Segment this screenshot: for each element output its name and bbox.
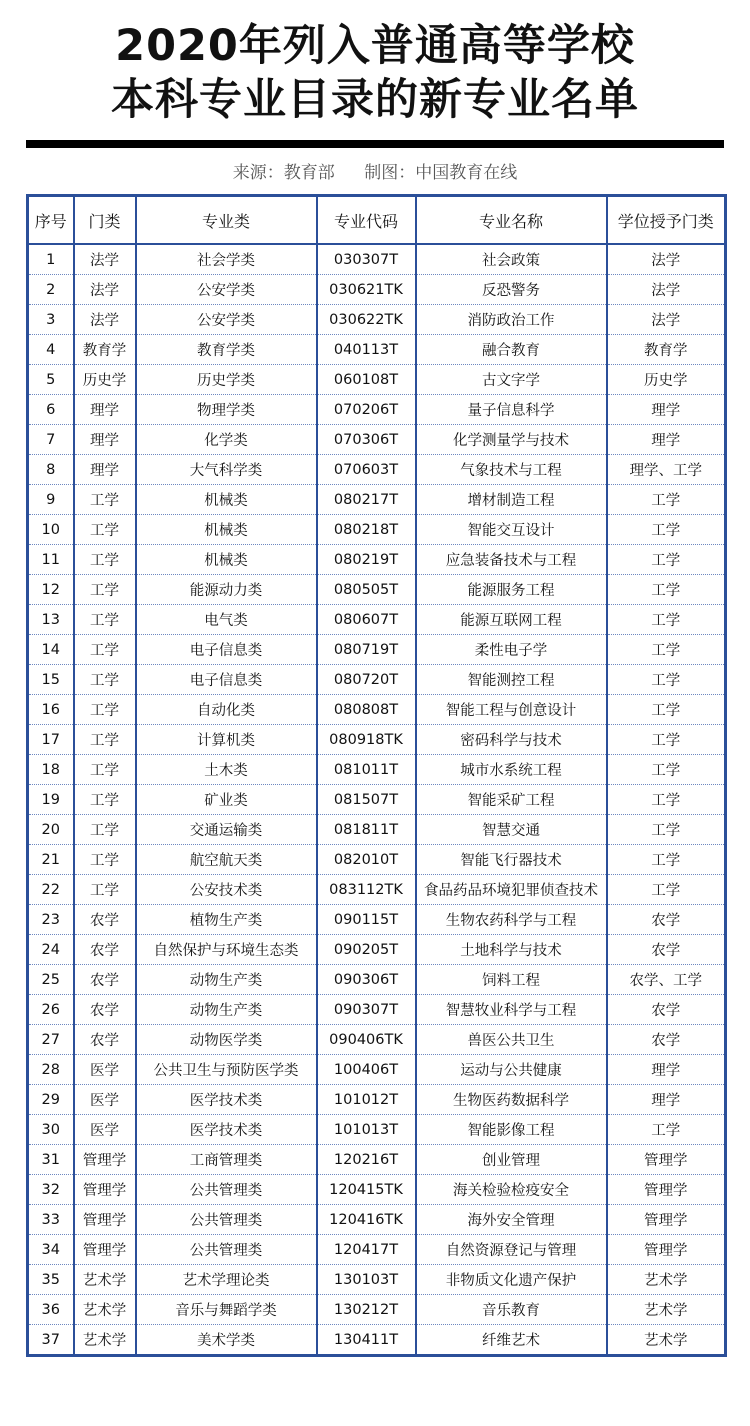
major-name-cell: 智能测控工程 <box>416 665 607 695</box>
degree-category-cell: 农学 <box>607 935 726 965</box>
discipline-cell: 医学 <box>74 1115 136 1145</box>
row-number-cell: 6 <box>28 395 74 425</box>
major-class-cell: 工商管理类 <box>136 1145 317 1175</box>
row-number-cell: 2 <box>28 275 74 305</box>
discipline-cell: 艺术学 <box>74 1295 136 1325</box>
major-class-cell: 公共卫生与预防医学类 <box>136 1055 317 1085</box>
page-title-line-1: 2020年列入普通高等学校 <box>115 21 635 71</box>
major-code-cell: 080808T <box>317 695 416 725</box>
major-code-cell: 120216T <box>317 1145 416 1175</box>
discipline-cell: 工学 <box>74 605 136 635</box>
table-row <box>28 395 726 425</box>
major-name-cell: 智能交互设计 <box>416 515 607 545</box>
major-name-cell: 生物医药数据科学 <box>416 1085 607 1115</box>
degree-category-cell: 工学 <box>607 545 726 575</box>
major-name-cell: 量子信息科学 <box>416 395 607 425</box>
row-number-cell: 27 <box>28 1025 74 1055</box>
major-code-cell: 080217T <box>317 485 416 515</box>
major-code-cell: 100406T <box>317 1055 416 1085</box>
discipline-cell: 管理学 <box>74 1175 136 1205</box>
table-header-row <box>28 196 726 245</box>
major-name-cell: 古文字学 <box>416 365 607 395</box>
degree-category-cell: 工学 <box>607 785 726 815</box>
discipline-cell: 管理学 <box>74 1205 136 1235</box>
major-code-cell: 120416TK <box>317 1205 416 1235</box>
major-class-cell: 机械类 <box>136 515 317 545</box>
column-header: 专业名称 <box>416 196 607 245</box>
major-class-cell: 社会学类 <box>136 244 317 275</box>
table-row <box>28 755 726 785</box>
major-name-cell: 智慧交通 <box>416 815 607 845</box>
major-name-cell: 智慧牧业科学与工程 <box>416 995 607 1025</box>
discipline-cell: 工学 <box>74 845 136 875</box>
major-class-cell: 交通运输类 <box>136 815 317 845</box>
degree-category-cell: 艺术学 <box>607 1325 726 1356</box>
row-number-cell: 5 <box>28 365 74 395</box>
degree-category-cell: 历史学 <box>607 365 726 395</box>
row-number-cell: 7 <box>28 425 74 455</box>
major-code-cell: 080505T <box>317 575 416 605</box>
major-code-cell: 070206T <box>317 395 416 425</box>
discipline-cell: 管理学 <box>74 1145 136 1175</box>
major-name-cell: 消防政治工作 <box>416 305 607 335</box>
table-row <box>28 1295 726 1325</box>
discipline-cell: 历史学 <box>74 365 136 395</box>
major-class-cell: 动物生产类 <box>136 965 317 995</box>
major-name-cell: 生物农药科学与工程 <box>416 905 607 935</box>
major-class-cell: 植物生产类 <box>136 905 317 935</box>
table-row <box>28 635 726 665</box>
major-name-cell: 柔性电子学 <box>416 635 607 665</box>
column-header: 专业类 <box>136 196 317 245</box>
row-number-cell: 25 <box>28 965 74 995</box>
row-number-cell: 10 <box>28 515 74 545</box>
discipline-cell: 工学 <box>74 575 136 605</box>
major-code-cell: 070306T <box>317 425 416 455</box>
discipline-cell: 农学 <box>74 1025 136 1055</box>
major-name-cell: 土地科学与技术 <box>416 935 607 965</box>
table-row <box>28 785 726 815</box>
row-number-cell: 20 <box>28 815 74 845</box>
degree-category-cell: 工学 <box>607 485 726 515</box>
major-class-cell: 公安学类 <box>136 275 317 305</box>
degree-category-cell: 理学、工学 <box>607 455 726 485</box>
major-name-cell: 智能影像工程 <box>416 1115 607 1145</box>
degree-category-cell: 工学 <box>607 815 726 845</box>
major-class-cell: 电子信息类 <box>136 635 317 665</box>
major-class-cell: 能源动力类 <box>136 575 317 605</box>
page-title-line-2: 本科专业目录的新专业名单 <box>111 75 639 125</box>
degree-category-cell: 工学 <box>607 695 726 725</box>
discipline-cell: 工学 <box>74 815 136 845</box>
row-number-cell: 33 <box>28 1205 74 1235</box>
major-code-cell: 130411T <box>317 1325 416 1356</box>
major-class-cell: 计算机类 <box>136 725 317 755</box>
discipline-cell: 理学 <box>74 455 136 485</box>
table-row <box>28 845 726 875</box>
row-number-cell: 23 <box>28 905 74 935</box>
degree-category-cell: 工学 <box>607 875 726 905</box>
discipline-cell: 管理学 <box>74 1235 136 1265</box>
major-code-cell: 080219T <box>317 545 416 575</box>
major-class-cell: 土木类 <box>136 755 317 785</box>
major-code-cell: 101012T <box>317 1085 416 1115</box>
table-row <box>28 455 726 485</box>
discipline-cell: 工学 <box>74 515 136 545</box>
discipline-cell: 工学 <box>74 725 136 755</box>
discipline-cell: 工学 <box>74 695 136 725</box>
new-majors-table <box>26 194 727 1357</box>
major-name-cell: 智能采矿工程 <box>416 785 607 815</box>
row-number-cell: 29 <box>28 1085 74 1115</box>
discipline-cell: 艺术学 <box>74 1265 136 1295</box>
source-text: 来源：教育部 <box>232 163 335 183</box>
table-row <box>28 575 726 605</box>
table-row <box>28 905 726 935</box>
table-row <box>28 305 726 335</box>
table-row <box>28 875 726 905</box>
major-code-cell: 081811T <box>317 815 416 845</box>
table-row <box>28 335 726 365</box>
major-name-cell: 增材制造工程 <box>416 485 607 515</box>
table-row <box>28 1025 726 1055</box>
major-class-cell: 美术学类 <box>136 1325 317 1356</box>
row-number-cell: 11 <box>28 545 74 575</box>
discipline-cell: 教育学 <box>74 335 136 365</box>
row-number-cell: 36 <box>28 1295 74 1325</box>
degree-category-cell: 工学 <box>607 845 726 875</box>
major-class-cell: 航空航天类 <box>136 845 317 875</box>
row-number-cell: 37 <box>28 1325 74 1356</box>
major-class-cell: 医学技术类 <box>136 1085 317 1115</box>
discipline-cell: 艺术学 <box>74 1325 136 1356</box>
table-row <box>28 695 726 725</box>
table-row <box>28 1115 726 1145</box>
degree-category-cell: 管理学 <box>607 1175 726 1205</box>
major-name-cell: 音乐教育 <box>416 1295 607 1325</box>
table-row <box>28 275 726 305</box>
major-code-cell: 030621TK <box>317 275 416 305</box>
row-number-cell: 8 <box>28 455 74 485</box>
major-class-cell: 公安学类 <box>136 305 317 335</box>
major-code-cell: 081011T <box>317 755 416 785</box>
degree-category-cell: 理学 <box>607 425 726 455</box>
major-code-cell: 090406TK <box>317 1025 416 1055</box>
degree-category-cell: 管理学 <box>607 1235 726 1265</box>
table-row <box>28 965 726 995</box>
degree-category-cell: 艺术学 <box>607 1295 726 1325</box>
major-name-cell: 密码科学与技术 <box>416 725 607 755</box>
degree-category-cell: 工学 <box>607 665 726 695</box>
discipline-cell: 农学 <box>74 905 136 935</box>
row-number-cell: 31 <box>28 1145 74 1175</box>
row-number-cell: 4 <box>28 335 74 365</box>
row-number-cell: 1 <box>28 244 74 275</box>
major-class-cell: 动物医学类 <box>136 1025 317 1055</box>
major-code-cell: 080918TK <box>317 725 416 755</box>
major-name-cell: 纤维艺术 <box>416 1325 607 1356</box>
discipline-cell: 工学 <box>74 635 136 665</box>
degree-category-cell: 理学 <box>607 395 726 425</box>
row-number-cell: 26 <box>28 995 74 1025</box>
discipline-cell: 理学 <box>74 425 136 455</box>
discipline-cell: 法学 <box>74 275 136 305</box>
table-row <box>28 1085 726 1115</box>
discipline-cell: 法学 <box>74 244 136 275</box>
major-name-cell: 兽医公共卫生 <box>416 1025 607 1055</box>
degree-category-cell: 工学 <box>607 605 726 635</box>
table-row <box>28 725 726 755</box>
major-class-cell: 机械类 <box>136 545 317 575</box>
major-class-cell: 电气类 <box>136 605 317 635</box>
row-number-cell: 16 <box>28 695 74 725</box>
degree-category-cell: 艺术学 <box>607 1265 726 1295</box>
major-class-cell: 矿业类 <box>136 785 317 815</box>
major-name-cell: 创业管理 <box>416 1145 607 1175</box>
row-number-cell: 17 <box>28 725 74 755</box>
row-number-cell: 14 <box>28 635 74 665</box>
discipline-cell: 工学 <box>74 785 136 815</box>
degree-category-cell: 管理学 <box>607 1205 726 1235</box>
degree-category-cell: 管理学 <box>607 1145 726 1175</box>
major-code-cell: 120415TK <box>317 1175 416 1205</box>
degree-category-cell: 工学 <box>607 1115 726 1145</box>
row-number-cell: 9 <box>28 485 74 515</box>
major-class-cell: 历史学类 <box>136 365 317 395</box>
major-code-cell: 030307T <box>317 244 416 275</box>
major-name-cell: 智能工程与创意设计 <box>416 695 607 725</box>
major-code-cell: 090115T <box>317 905 416 935</box>
major-class-cell: 公安技术类 <box>136 875 317 905</box>
discipline-cell: 法学 <box>74 305 136 335</box>
major-code-cell: 030622TK <box>317 305 416 335</box>
degree-category-cell: 工学 <box>607 515 726 545</box>
degree-category-cell: 理学 <box>607 1085 726 1115</box>
maker-text: 制图：中国教育在线 <box>364 163 518 183</box>
major-code-cell: 120417T <box>317 1235 416 1265</box>
degree-category-cell: 工学 <box>607 575 726 605</box>
row-number-cell: 12 <box>28 575 74 605</box>
discipline-cell: 工学 <box>74 875 136 905</box>
degree-category-cell: 农学 <box>607 1025 726 1055</box>
degree-category-cell: 理学 <box>607 1055 726 1085</box>
table-row <box>28 425 726 455</box>
major-code-cell: 130103T <box>317 1265 416 1295</box>
row-number-cell: 32 <box>28 1175 74 1205</box>
major-name-cell: 应急装备技术与工程 <box>416 545 607 575</box>
row-number-cell: 24 <box>28 935 74 965</box>
row-number-cell: 3 <box>28 305 74 335</box>
degree-category-cell: 工学 <box>607 725 726 755</box>
discipline-cell: 工学 <box>74 545 136 575</box>
major-code-cell: 101013T <box>317 1115 416 1145</box>
major-code-cell: 040113T <box>317 335 416 365</box>
row-number-cell: 18 <box>28 755 74 785</box>
major-name-cell: 能源互联网工程 <box>416 605 607 635</box>
table-row <box>28 1205 726 1235</box>
table-row <box>28 935 726 965</box>
major-name-cell: 智能飞行器技术 <box>416 845 607 875</box>
table-row <box>28 485 726 515</box>
table-row <box>28 244 726 275</box>
row-number-cell: 35 <box>28 1265 74 1295</box>
major-class-cell: 动物生产类 <box>136 995 317 1025</box>
major-code-cell: 070603T <box>317 455 416 485</box>
row-number-cell: 30 <box>28 1115 74 1145</box>
row-number-cell: 13 <box>28 605 74 635</box>
degree-category-cell: 工学 <box>607 635 726 665</box>
discipline-cell: 医学 <box>74 1055 136 1085</box>
major-class-cell: 电子信息类 <box>136 665 317 695</box>
row-number-cell: 15 <box>28 665 74 695</box>
table-row <box>28 1235 726 1265</box>
row-number-cell: 34 <box>28 1235 74 1265</box>
table-row <box>28 815 726 845</box>
degree-category-cell: 法学 <box>607 305 726 335</box>
major-name-cell: 食品药品环境犯罪侦查技术 <box>416 875 607 905</box>
discipline-cell: 农学 <box>74 935 136 965</box>
major-name-cell: 社会政策 <box>416 244 607 275</box>
major-code-cell: 090306T <box>317 965 416 995</box>
major-name-cell: 海外安全管理 <box>416 1205 607 1235</box>
degree-category-cell: 农学 <box>607 995 726 1025</box>
major-class-cell: 自然保护与环境生态类 <box>136 935 317 965</box>
discipline-cell: 工学 <box>74 485 136 515</box>
row-number-cell: 19 <box>28 785 74 815</box>
degree-category-cell: 农学、工学 <box>607 965 726 995</box>
major-name-cell: 融合教育 <box>416 335 607 365</box>
table-row <box>28 1325 726 1356</box>
major-class-cell: 机械类 <box>136 485 317 515</box>
major-class-cell: 大气科学类 <box>136 455 317 485</box>
major-code-cell: 082010T <box>317 845 416 875</box>
column-header: 专业代码 <box>317 196 416 245</box>
source-line <box>0 158 750 183</box>
major-class-cell: 医学技术类 <box>136 1115 317 1145</box>
major-code-cell: 080720T <box>317 665 416 695</box>
major-name-cell: 化学测量学与技术 <box>416 425 607 455</box>
major-code-cell: 080218T <box>317 515 416 545</box>
degree-category-cell: 法学 <box>607 275 726 305</box>
major-name-cell: 城市水系统工程 <box>416 755 607 785</box>
major-code-cell: 081507T <box>317 785 416 815</box>
major-name-cell: 能源服务工程 <box>416 575 607 605</box>
table-row <box>28 1055 726 1085</box>
table-row <box>28 1265 726 1295</box>
major-name-cell: 饲料工程 <box>416 965 607 995</box>
degree-category-cell: 教育学 <box>607 335 726 365</box>
major-class-cell: 公共管理类 <box>136 1175 317 1205</box>
major-name-cell: 自然资源登记与管理 <box>416 1235 607 1265</box>
major-class-cell: 公共管理类 <box>136 1235 317 1265</box>
table-row <box>28 1145 726 1175</box>
major-class-cell: 物理学类 <box>136 395 317 425</box>
major-code-cell: 090307T <box>317 995 416 1025</box>
major-code-cell: 130212T <box>317 1295 416 1325</box>
major-name-cell: 运动与公共健康 <box>416 1055 607 1085</box>
major-code-cell: 080719T <box>317 635 416 665</box>
row-number-cell: 28 <box>28 1055 74 1085</box>
major-class-cell: 化学类 <box>136 425 317 455</box>
major-class-cell: 音乐与舞蹈学类 <box>136 1295 317 1325</box>
major-class-cell: 公共管理类 <box>136 1205 317 1235</box>
column-header: 门类 <box>74 196 136 245</box>
degree-category-cell: 工学 <box>607 755 726 785</box>
table-row <box>28 605 726 635</box>
column-header: 学位授予门类 <box>607 196 726 245</box>
table-row <box>28 515 726 545</box>
major-code-cell: 060108T <box>317 365 416 395</box>
major-name-cell: 非物质文化遗产保护 <box>416 1265 607 1295</box>
column-header: 序号 <box>28 196 74 245</box>
major-class-cell: 自动化类 <box>136 695 317 725</box>
row-number-cell: 21 <box>28 845 74 875</box>
discipline-cell: 理学 <box>74 395 136 425</box>
row-number-cell: 22 <box>28 875 74 905</box>
major-name-cell: 海关检验检疫安全 <box>416 1175 607 1205</box>
major-class-cell: 教育学类 <box>136 335 317 365</box>
table-row <box>28 665 726 695</box>
table-row <box>28 545 726 575</box>
degree-category-cell: 法学 <box>607 244 726 275</box>
degree-category-cell: 农学 <box>607 905 726 935</box>
discipline-cell: 农学 <box>74 995 136 1025</box>
discipline-cell: 医学 <box>74 1085 136 1115</box>
major-name-cell: 气象技术与工程 <box>416 455 607 485</box>
discipline-cell: 农学 <box>74 965 136 995</box>
title-divider <box>26 140 724 148</box>
table-row <box>28 995 726 1025</box>
major-code-cell: 080607T <box>317 605 416 635</box>
major-name-cell: 反恐警务 <box>416 275 607 305</box>
table-row <box>28 365 726 395</box>
table-row <box>28 1175 726 1205</box>
discipline-cell: 工学 <box>74 755 136 785</box>
discipline-cell: 工学 <box>74 665 136 695</box>
major-code-cell: 083112TK <box>317 875 416 905</box>
major-code-cell: 090205T <box>317 935 416 965</box>
major-class-cell: 艺术学理论类 <box>136 1265 317 1295</box>
